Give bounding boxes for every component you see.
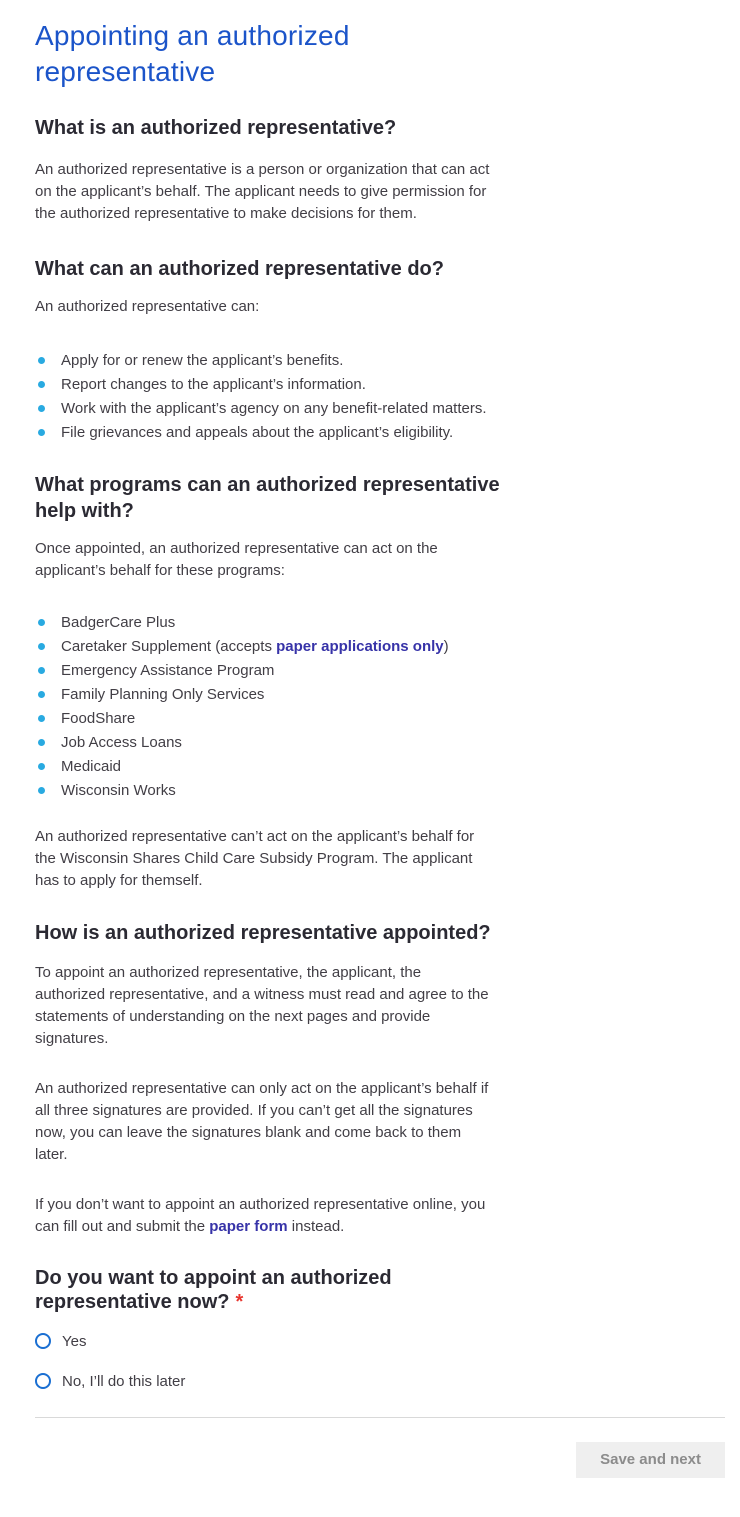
bullet-icon [38,739,45,746]
list-item-label: Family Planning Only Services [61,686,265,703]
paragraph-programs-note: An authorized representative can’t act on the applicant’s behalf for the Wisconsin Shares Child Care Subsidy Program. The applicant has to apply for themself. [35,828,475,889]
question-text: Do you want to appoint an authorized representative now? [35,1267,392,1313]
list-item-label: Emergency Assistance Program [61,662,275,679]
paragraph-can-do-intro: An authorized representative can: [35,298,260,315]
question-label [35,1266,455,1314]
list-item-label: Job Access Loans [61,734,182,751]
radio-button-icon[interactable] [35,1333,51,1349]
section-programs [35,472,725,892]
section-what-can-do [35,256,725,444]
list-item [35,708,595,730]
actions-list [35,350,595,444]
list-item-label: File grievances and appeals about the applicant’s eligibility. [61,424,454,441]
paragraph-programs-intro: Once appointed, an authorized representative can act on the applicant’s behalf for these programs: [35,540,438,579]
list-item-label: Apply for or renew the applicant’s benefits. [61,352,344,369]
required-asterisk: * [235,1291,244,1313]
paragraph-what-is: An authorized representative is a person or organization that can act on the applicant’s behalf. The applicant needs to give permission for the authorized representative to make decisions for them. [35,161,490,222]
bullet-icon [38,357,45,364]
paper-form-text: instead. [287,1218,345,1235]
section-heading-how-appointed: How is an authorized representative appointed? [35,922,491,944]
section-heading-what-can-do: What can an authorized representative do? [35,258,444,280]
paper-form-text: If you don’t want to appoint an authorized representative online, you can fill out and submit the [35,1196,486,1235]
paragraph-how-appointed-1: To appoint an authorized representative, the applicant, the authorized representative, and a witness must read and agree to the statements of understanding on the next pages and provide signatures. [35,964,489,1047]
bullet-icon [38,715,45,722]
radio-option-no-label: No, I’ll do this later [62,1372,186,1390]
section-question [35,1266,725,1392]
list-item [35,398,595,420]
bullet-icon [38,381,45,388]
list-item [35,684,595,706]
bullet-icon [38,643,45,650]
programs-list [35,612,595,802]
radio-option-yes[interactable] [35,1330,725,1352]
list-item-label: Wisconsin Works [61,782,176,799]
paragraph-how-appointed-2: An authorized representative can only act on the applicant’s behalf if all three signatures are provided. If you can’t get all the signatures now, you can leave the signatures blank and come back to them later. [35,1080,489,1163]
bullet-icon [38,763,45,770]
bullet-icon [38,667,45,674]
list-item [35,612,595,634]
radio-option-no[interactable] [35,1370,725,1392]
list-item [35,780,595,802]
section-divider [35,1417,725,1418]
list-item-label: BadgerCare Plus [61,614,176,631]
bullet-icon [38,691,45,698]
list-item [35,636,595,658]
list-item-label: Work with the applicant’s agency on any benefit-related matters. [61,400,487,417]
radio-option-yes-label: Yes [62,1332,87,1350]
section-heading-programs: What programs can an authorized representative help with? [35,474,500,522]
list-item [35,350,595,372]
bullet-icon [38,405,45,412]
section-heading-what-is: What is an authorized representative? [35,117,397,139]
footer-bar [35,1442,725,1478]
list-item-label: Medicaid [61,758,122,775]
save-and-next-button[interactable]: Save and next [576,1442,725,1478]
paper-applications-only-link[interactable]: paper applications only [276,638,444,655]
list-item [35,732,595,754]
section-how-appointed [35,920,725,1238]
list-item-label: ) [443,638,449,655]
paragraph-paper-form [35,1194,495,1238]
list-item [35,660,595,682]
paper-form-link[interactable]: paper form [209,1218,288,1235]
list-item-label: FoodShare [61,710,136,727]
page-title: Appointing an authorized representative [35,20,350,87]
bullet-icon [38,787,45,794]
bullet-icon [38,429,45,436]
radio-button-icon[interactable] [35,1373,51,1389]
list-item [35,756,595,778]
bullet-icon [38,619,45,626]
list-item-label: Report changes to the applicant’s information. [61,376,366,393]
list-item-label: Caretaker Supplement (accepts [61,638,277,655]
list-item [35,374,595,396]
list-item [35,422,595,444]
section-what-is [35,115,725,225]
